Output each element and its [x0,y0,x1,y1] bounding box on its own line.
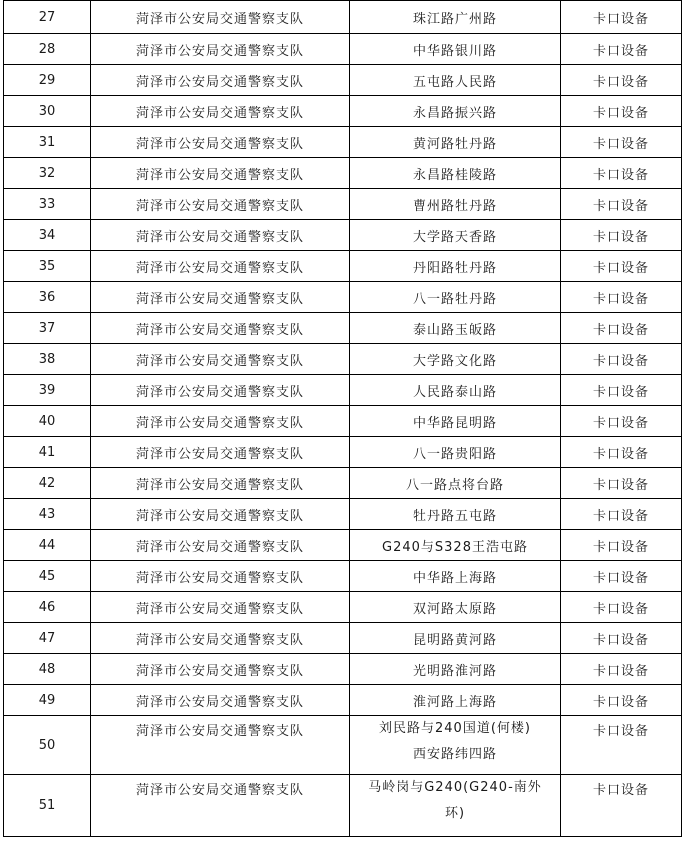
device-type: 卡口设备 [561,592,682,623]
row-number: 39 [4,375,91,406]
row-number: 48 [4,654,91,685]
row-number: 42 [4,468,91,499]
unit-name: 菏泽市公安局交通警察支队 [91,406,350,437]
device-type: 卡口设备 [561,437,682,468]
location-line-1: 刘民路与240国道(何楼) [379,721,531,736]
location: 中华路昆明路 [350,406,561,437]
device-type [561,775,682,837]
device-type: 卡口设备 [561,623,682,654]
unit-name: 菏泽市公安局交通警察支队 [91,96,350,127]
row-number: 34 [4,220,91,251]
unit-name: 菏泽市公安局交通警察支队 [91,468,350,499]
unit-name: 菏泽市公安局交通警察支队 [91,437,350,468]
location: 泰山路玉皈路 [350,313,561,344]
device-type: 卡口设备 [561,65,682,96]
unit-name: 菏泽市公安局交通警察支队 [91,127,350,158]
device-type: 卡口设备 [561,313,682,344]
location: 大学路文化路 [350,344,561,375]
table-row [4,344,682,375]
device-table-body [4,1,682,837]
table-row-51 [4,775,682,837]
unit-name: 菏泽市公安局交通警察支队 [91,34,350,65]
unit-name: 菏泽市公安局交通警察支队 [91,344,350,375]
unit-name: 菏泽市公安局交通警察支队 [91,313,350,344]
unit-name-text: 菏泽市公安局交通警察支队 [135,783,304,798]
unit-name: 菏泽市公安局交通警察支队 [91,375,350,406]
table-row [4,685,682,716]
row-number: 46 [4,592,91,623]
location [350,716,561,775]
table-row [4,530,682,561]
location: 永昌路桂陵路 [350,158,561,189]
table-row [4,623,682,654]
row-number: 29 [4,65,91,96]
table-row [4,96,682,127]
row-number: 35 [4,251,91,282]
unit-name: 菏泽市公安局交通警察支队 [91,282,350,313]
unit-name-text: 菏泽市公安局交通警察支队 [135,724,304,739]
row-number: 44 [4,530,91,561]
row-number: 41 [4,437,91,468]
unit-name: 菏泽市公安局交通警察支队 [91,561,350,592]
unit-name: 菏泽市公安局交通警察支队 [91,499,350,530]
table-row [4,468,682,499]
location: 八一路点将台路 [350,468,561,499]
device-type: 卡口设备 [561,127,682,158]
row-number: 38 [4,344,91,375]
row-number: 32 [4,158,91,189]
unit-name: 菏泽市公安局交通警察支队 [91,220,350,251]
row-number: 33 [4,189,91,220]
row-number: 45 [4,561,91,592]
table-row [4,220,682,251]
device-type: 卡口设备 [561,34,682,65]
row-number: 40 [4,406,91,437]
device-type: 卡口设备 [561,282,682,313]
device-type: 卡口设备 [561,189,682,220]
device-type: 卡口设备 [561,344,682,375]
unit-name: 菏泽市公安局交通警察支队 [91,623,350,654]
unit-name: 菏泽市公安局交通警察支队 [91,530,350,561]
unit-name: 菏泽市公安局交通警察支队 [91,592,350,623]
location: 昆明路黄河路 [350,623,561,654]
row-number: 31 [4,127,91,158]
table-row [4,158,682,189]
location [350,775,561,837]
row-number: 47 [4,623,91,654]
row-number: 30 [4,96,91,127]
location: 八一路贵阳路 [350,437,561,468]
device-type: 卡口设备 [561,499,682,530]
table-row [4,592,682,623]
location: 丹阳路牡丹路 [350,251,561,282]
table-row [4,127,682,158]
device-type: 卡口设备 [561,96,682,127]
device-type: 卡口设备 [561,468,682,499]
device-type: 卡口设备 [561,220,682,251]
row-number: 36 [4,282,91,313]
device-type: 卡口设备 [561,158,682,189]
table-row [4,1,682,34]
device-type: 卡口设备 [561,1,682,34]
table-row [4,251,682,282]
location: 淮河路上海路 [350,685,561,716]
location: 中华路上海路 [350,561,561,592]
table-row [4,313,682,344]
table-row [4,406,682,437]
location: 黄河路牡丹路 [350,127,561,158]
location: 光明路淮河路 [350,654,561,685]
location: 珠江路广州路 [350,1,561,34]
device-type: 卡口设备 [561,654,682,685]
table-row-50 [4,716,682,775]
location: 人民路泰山路 [350,375,561,406]
device-type-text: 卡口设备 [592,724,649,739]
table-row [4,65,682,96]
location: 双河路太原路 [350,592,561,623]
table-row [4,437,682,468]
device-type: 卡口设备 [561,406,682,437]
unit-name: 菏泽市公安局交通警察支队 [91,654,350,685]
row-number: 51 [4,775,91,837]
table-row [4,499,682,530]
unit-name [91,716,350,775]
table-row [4,561,682,592]
device-type: 卡口设备 [561,375,682,406]
location: 牡丹路五屯路 [350,499,561,530]
device-type: 卡口设备 [561,561,682,592]
device-type [561,716,682,775]
row-number: 28 [4,34,91,65]
location-line-2: 环) [444,806,466,821]
location-line-1: 马岭岗与G240(G240-南外 [368,780,542,795]
row-number: 50 [4,716,91,775]
unit-name: 菏泽市公安局交通警察支队 [91,65,350,96]
location-line-2: 西安路纬四路 [412,747,497,762]
unit-name: 菏泽市公安局交通警察支队 [91,158,350,189]
unit-name [91,775,350,837]
unit-name: 菏泽市公安局交通警察支队 [91,1,350,34]
unit-name: 菏泽市公安局交通警察支队 [91,251,350,282]
table-row [4,282,682,313]
device-type: 卡口设备 [561,530,682,561]
unit-name: 菏泽市公安局交通警察支队 [91,189,350,220]
table-row [4,375,682,406]
row-number: 43 [4,499,91,530]
location: G240与S328王浩屯路 [350,530,561,561]
device-type: 卡口设备 [561,251,682,282]
device-table [3,0,682,837]
table-row [4,654,682,685]
location: 五屯路人民路 [350,65,561,96]
row-number: 37 [4,313,91,344]
table-row [4,34,682,65]
row-number: 27 [4,1,91,34]
location: 永昌路振兴路 [350,96,561,127]
unit-name: 菏泽市公安局交通警察支队 [91,685,350,716]
device-type: 卡口设备 [561,685,682,716]
row-number: 49 [4,685,91,716]
location: 曹州路牡丹路 [350,189,561,220]
device-type-text: 卡口设备 [592,783,649,798]
table-row [4,189,682,220]
location: 中华路银川路 [350,34,561,65]
location: 大学路天香路 [350,220,561,251]
location: 八一路牡丹路 [350,282,561,313]
